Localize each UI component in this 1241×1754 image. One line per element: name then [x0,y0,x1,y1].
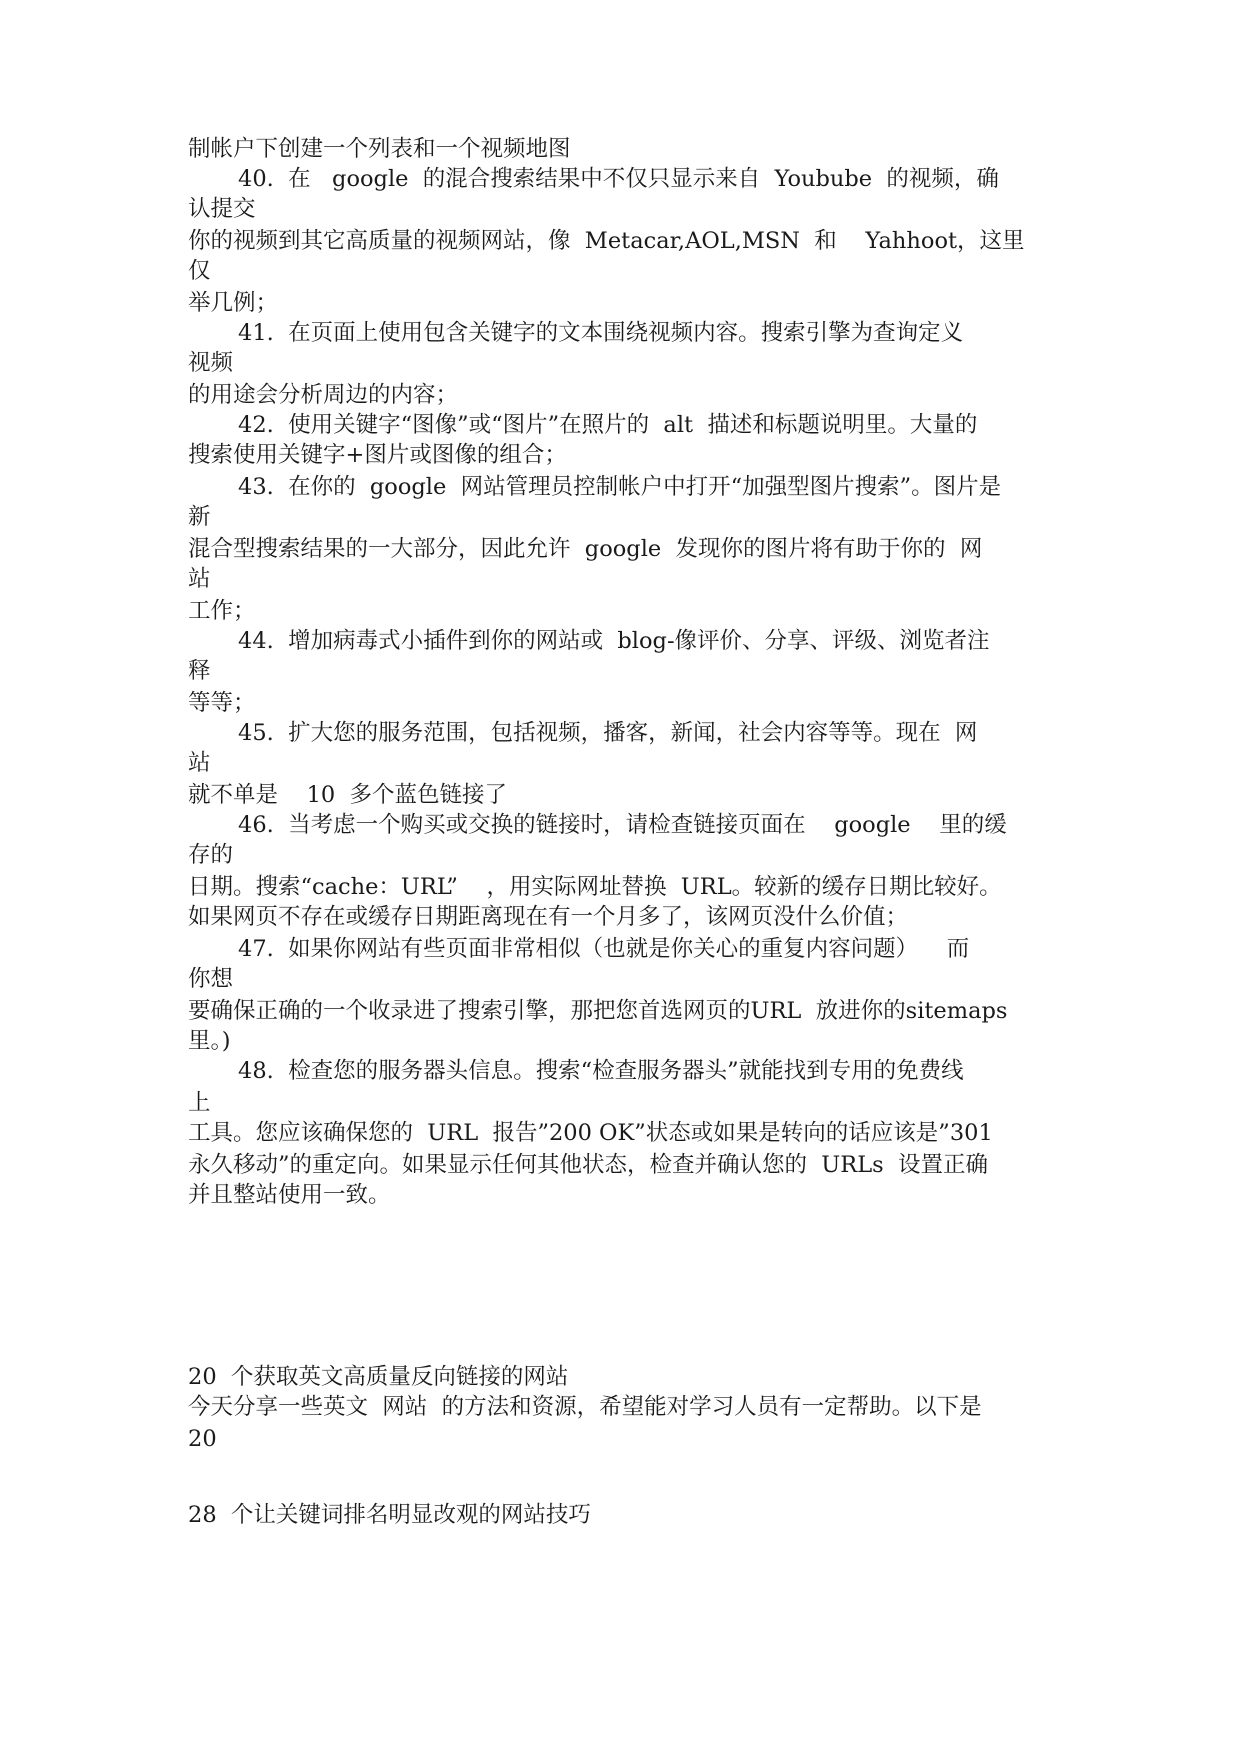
section-heading: 28 个让关键词排名明显改观的网站技巧 [188,1502,591,1528]
text-line: 20 [188,1426,217,1452]
text-line: 视频 [188,350,234,376]
text-line: 仅 [188,258,211,284]
text-line: 如果网页不存在或缓存日期距离现在有一个月多了，该网页没什么价值； [188,904,909,930]
text-line: 工作； [188,598,256,624]
list-item-45: 45. 扩大您的服务范围，包括视频，播客，新闻，社会内容等等。现在 网 [238,720,978,746]
text-line: 制帐户下创建一个列表和一个视频地图 [188,136,571,162]
list-item-46: 46. 当考虑一个购买或交换的链接时，请检查链接页面在 google 里的缓 [238,812,1007,838]
text-line: 工具。您应该确保您的 URL 报告”200 OK”状态或如果是转向的话应该是”301 [188,1120,993,1146]
list-item-47: 47. 如果你网站有些页面非常相似（也就是你关心的重复内容问题） 而 [238,936,970,962]
text-line: 里。) [188,1028,231,1054]
text-line: 日期。搜索“cache：URL” ，用实际网址替换 URL。较新的缓存日期比较好。 [188,874,1002,900]
text-line: 站 [188,566,211,592]
text-line: 举几例； [188,290,279,316]
text-line: 释 [188,658,211,684]
section-heading: 20 个获取英文高质量反向链接的网站 [188,1364,569,1390]
text-line: 新 [188,504,211,530]
list-item-40: 40. 在 google 的混合搜索结果中不仅只显示来自 Youbube 的视频，确 [238,166,999,192]
list-item-41: 41. 在页面上使用包含关键字的文本围绕视频内容。搜索引擎为查询定义 [238,320,964,346]
text-line: 等等； [188,690,256,716]
text-line: 你想 [188,966,234,992]
text-line: 认提交 [188,196,256,222]
text-line: 并且整站使用一致。 [188,1182,391,1208]
text-line: 搜索使用关键字+图片或图像的组合； [188,442,567,468]
text-line: 永久移动”的重定向。如果显示任何其他状态，检查并确认您的 URLs 设置正确 [188,1152,989,1178]
text-line: 上 [188,1090,211,1116]
list-item-44: 44. 增加病毒式小插件到你的网站或 blog-像评价、分享、评级、浏览者注 [238,628,990,654]
text-line: 你的视频到其它高质量的视频网站，像 Metacar,AOL,MSN 和 Yahhoot，这里 [188,228,1025,254]
list-item-48: 48. 检查您的服务器头信息。搜索“检查服务器头”就能找到专用的免费线 [238,1058,964,1084]
text-line: 存的 [188,842,234,868]
text-line: 就不单是 10 多个蓝色链接了 [188,782,508,808]
text-line: 要确保正确的一个收录进了搜索引擎，那把您首选网页的URL 放进你的sitemaps [188,998,1008,1024]
text-line: 站 [188,750,211,776]
text-line: 今天分享一些英文 网站 的方法和资源，希望能对学习人员有一定帮助。以下是 [188,1394,982,1420]
list-item-43: 43. 在你的 google 网站管理员控制帐户中打开“加强型图片搜索”。图片是 [238,474,1002,500]
list-item-42: 42. 使用关键字“图像”或“图片”在照片的 alt 描述和标题说明里。大量的 [238,412,978,438]
text-line: 的用途会分析周边的内容； [188,382,459,408]
text-line: 混合型搜索结果的一大部分，因此允许 google 发现你的图片将有助于你的 网 [188,536,983,562]
